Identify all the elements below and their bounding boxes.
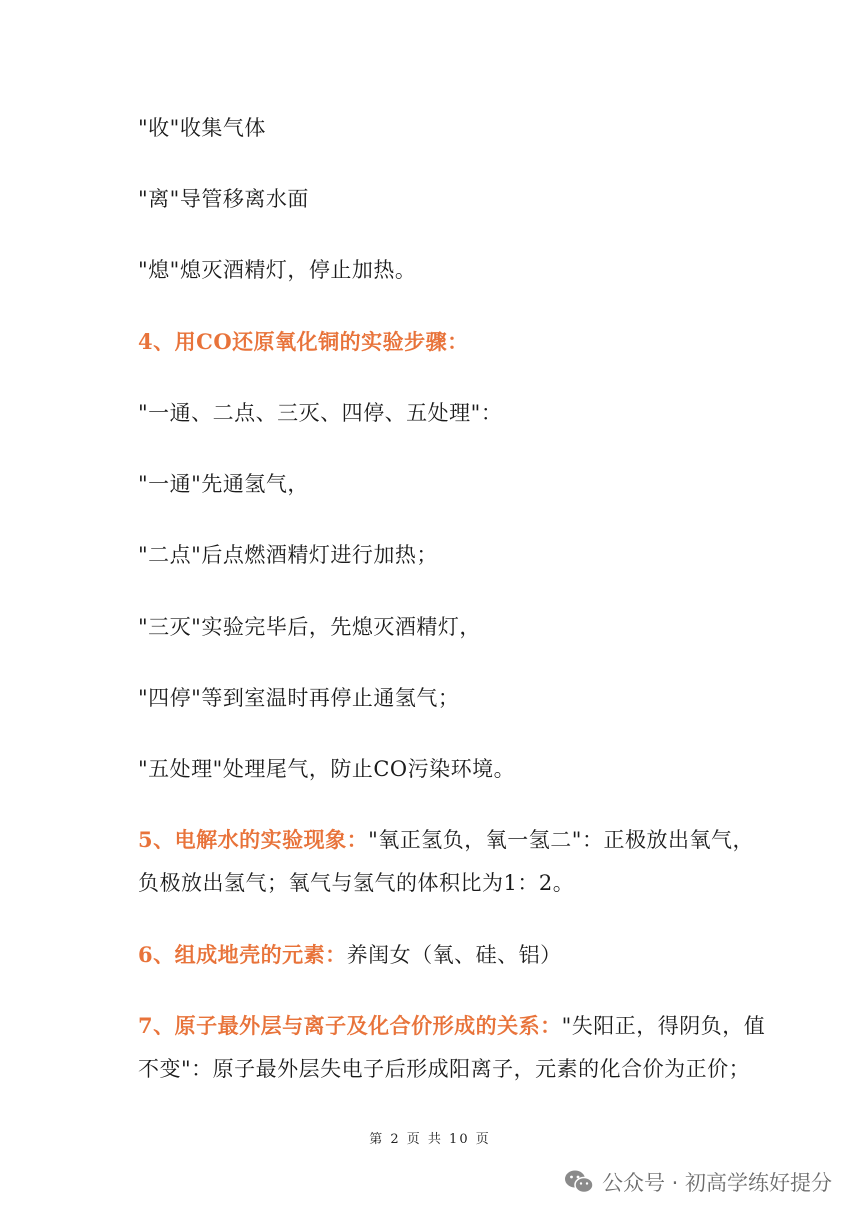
wechat-icon bbox=[564, 1169, 594, 1195]
text-line-12: 负极放出氢气；氧气与氢气的体积比为1：2。 bbox=[138, 871, 575, 895]
section-heading-4 bbox=[138, 328, 469, 356]
watermark bbox=[564, 1167, 832, 1197]
text-line-7: "二点"后点燃酒精灯进行加热； bbox=[138, 543, 438, 567]
text-line-9: "四停"等到室温时再停止通氢气； bbox=[138, 686, 460, 710]
watermark-text: 公众号 · 初高学练好提分 bbox=[601, 1171, 832, 1195]
page-number: 第 2 页 共 10 页 bbox=[369, 1132, 491, 1147]
text-line-5: "一通、二点、三灭、四停、五处理"： bbox=[138, 401, 503, 425]
heading-text: 6、组成地壳的元素： bbox=[138, 942, 347, 967]
text-line-15: 不变"：原子最外层失电子后形成阳离子，元素的化合价为正价； bbox=[138, 1057, 751, 1081]
section-heading-5: 5、电解水的实验现象："氧正氢负，氧一氢二"：正极放出氧气， bbox=[138, 827, 754, 852]
heading-text: 5、电解水的实验现象： bbox=[138, 827, 369, 852]
heading-text: 7、原子最外层与离子及化合价形成的关系： bbox=[138, 1013, 562, 1038]
text-line-10: "五处理"处理尾气，防止CO污染环境。 bbox=[138, 757, 516, 781]
text-line-8: "三灭"实验完毕后，先熄灭酒精灯， bbox=[138, 615, 481, 639]
text-line-1: "收"收集气体 bbox=[138, 116, 266, 140]
text-line-6: "一通"先通氢气， bbox=[138, 472, 309, 496]
text-line-3: "熄"熄灭酒精灯，停止加热。 bbox=[138, 258, 417, 282]
heading-text: 4、用CO还原氧化铜的实验步骤： bbox=[138, 329, 469, 354]
text-line-2: "离"导管移离水面 bbox=[138, 187, 309, 211]
section-heading-6: 6、组成地壳的元素：养闺女（氧、硅、铝） bbox=[138, 942, 562, 967]
section-heading-7: 7、原子最外层与离子及化合价形成的关系："失阳正，得阴负，值 bbox=[138, 1013, 766, 1038]
